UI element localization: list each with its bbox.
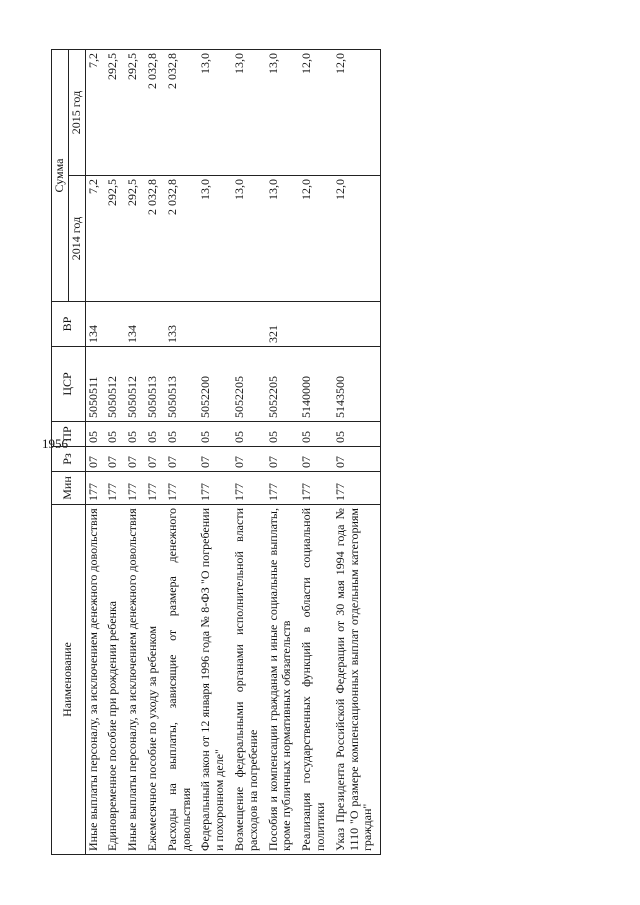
header-name: Наименование xyxy=(52,505,86,855)
row-pr: 05 xyxy=(266,422,300,447)
row-min: 177 xyxy=(232,472,266,505)
row-sum-2015: 13,0 xyxy=(232,49,266,175)
row-min: 177 xyxy=(165,472,199,505)
row-sum-2014: 13,0 xyxy=(198,176,232,302)
row-rz: 07 xyxy=(333,447,381,472)
table-row xyxy=(266,49,300,854)
row-min: 177 xyxy=(85,472,105,505)
row-vr: 134 xyxy=(85,302,105,347)
row-sum-2015: 2 032,8 xyxy=(145,49,165,175)
table-row xyxy=(125,49,145,854)
row-min: 177 xyxy=(299,472,333,505)
row-pr: 05 xyxy=(198,422,232,447)
row-sum-2014: 13,0 xyxy=(266,176,300,302)
row-name: Иные выплаты персоналу, за исключением денежного довольствия xyxy=(85,505,105,855)
row-sum-2015: 292,5 xyxy=(125,49,145,175)
budget-table xyxy=(51,49,381,855)
row-sum-2015: 13,0 xyxy=(266,49,300,175)
table-row xyxy=(232,49,266,854)
row-rz: 07 xyxy=(85,447,105,472)
header-summa: Сумма xyxy=(52,49,69,301)
row-csr: 5052200 xyxy=(198,347,232,422)
table-row xyxy=(198,49,232,854)
row-sum-2014: 7,2 xyxy=(85,176,105,302)
header-min: Мин xyxy=(52,472,86,505)
row-min: 177 xyxy=(145,472,165,505)
row-min: 177 xyxy=(198,472,232,505)
row-min: 177 xyxy=(266,472,300,505)
table-row xyxy=(145,49,165,854)
row-sum-2014: 2 032,8 xyxy=(145,176,165,302)
row-vr xyxy=(198,302,232,347)
row-rz: 07 xyxy=(198,447,232,472)
row-rz: 07 xyxy=(299,447,333,472)
row-name: Пособия и компенсации гражданам и иные социальные выплаты, кроме публичных нормативных обязательств xyxy=(266,505,300,855)
row-csr: 5052205 xyxy=(232,347,266,422)
row-sum-2015: 13,0 xyxy=(198,49,232,175)
row-name: Реализация государственных функций в области социальной политики xyxy=(299,505,333,855)
row-min: 177 xyxy=(125,472,145,505)
row-rz: 07 xyxy=(145,447,165,472)
row-sum-2014: 292,5 xyxy=(125,176,145,302)
table-row xyxy=(105,49,125,854)
row-rz: 07 xyxy=(125,447,145,472)
row-sum-2015: 2 032,8 xyxy=(165,49,199,175)
row-sum-2015: 12,0 xyxy=(299,49,333,175)
row-name: Расходы на выплаты, зависящие от размера денежного довольствия xyxy=(165,505,199,855)
row-sum-2014: 12,0 xyxy=(299,176,333,302)
row-csr: 5050511 xyxy=(85,347,105,422)
row-csr: 5050512 xyxy=(105,347,125,422)
row-sum-2015: 292,5 xyxy=(105,49,125,175)
row-vr xyxy=(105,302,125,347)
table-row xyxy=(165,49,199,854)
row-name: Единовременное пособие при рождении ребенка xyxy=(105,505,125,855)
row-pr: 05 xyxy=(85,422,105,447)
header-csr: ЦСР xyxy=(52,347,86,422)
row-pr: 05 xyxy=(333,422,381,447)
header-2014: 2014 год xyxy=(68,176,85,302)
row-sum-2014: 2 032,8 xyxy=(165,176,199,302)
row-vr: 133 xyxy=(165,302,199,347)
row-name: Федеральный закон от 12 января 1996 года № 8-ФЗ "О погребении и похоронном деле" xyxy=(198,505,232,855)
row-sum-2015: 7,2 xyxy=(85,49,105,175)
row-pr: 05 xyxy=(105,422,125,447)
row-min: 177 xyxy=(105,472,125,505)
row-name: Возмещение федеральными органами исполнительной власти расходов на погребение xyxy=(232,505,266,855)
rotated-table-container xyxy=(51,50,596,855)
row-vr xyxy=(299,302,333,347)
row-rz: 07 xyxy=(232,447,266,472)
row-vr xyxy=(333,302,381,347)
row-name: Ежемесячное пособие по уходу за ребенком xyxy=(145,505,165,855)
row-pr: 05 xyxy=(299,422,333,447)
table-row xyxy=(333,49,381,854)
row-min: 177 xyxy=(333,472,381,505)
row-csr: 5050513 xyxy=(165,347,199,422)
row-vr xyxy=(145,302,165,347)
row-csr: 5140000 xyxy=(299,347,333,422)
row-csr: 5143500 xyxy=(333,347,381,422)
header-rz: Рз xyxy=(52,447,86,472)
row-pr: 05 xyxy=(232,422,266,447)
row-vr: 134 xyxy=(125,302,145,347)
row-pr: 05 xyxy=(165,422,199,447)
row-rz: 07 xyxy=(105,447,125,472)
row-sum-2015: 12,0 xyxy=(333,49,381,175)
row-sum-2014: 12,0 xyxy=(333,176,381,302)
row-rz: 07 xyxy=(165,447,199,472)
row-sum-2014: 292,5 xyxy=(105,176,125,302)
row-name: Иные выплаты персоналу, за исключением денежного довольствия xyxy=(125,505,145,855)
row-vr xyxy=(232,302,266,347)
row-vr: 321 xyxy=(266,302,300,347)
header-vr: ВР xyxy=(52,302,86,347)
row-csr: 5052205 xyxy=(266,347,300,422)
row-pr: 05 xyxy=(125,422,145,447)
table-row xyxy=(85,49,105,854)
row-csr: 5050513 xyxy=(145,347,165,422)
row-rz: 07 xyxy=(266,447,300,472)
page-number: 1956 xyxy=(42,436,68,451)
row-csr: 5050512 xyxy=(125,347,145,422)
header-row-1 xyxy=(52,49,69,854)
row-name: Указ Президента Российской Федерации от 30 мая 1994 года № 1110 "О размере компенсационных выплат отдельным категориям граждан" xyxy=(333,505,381,855)
header-2015: 2015 год xyxy=(68,49,85,175)
table-row xyxy=(299,49,333,854)
row-sum-2014: 13,0 xyxy=(232,176,266,302)
header-pr: ПР xyxy=(52,422,86,447)
row-pr: 05 xyxy=(145,422,165,447)
